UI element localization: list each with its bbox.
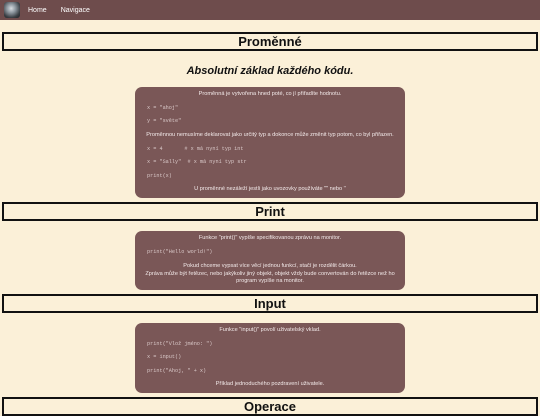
variables-code-2: y = "světe" [147,118,182,125]
variables-subtitle: Absolutní základ každého kódu. [186,65,354,77]
variables-code-3: x = 4 # x má nyní typ int [147,145,244,152]
print-card [135,231,405,289]
input-text-2: Příklad jednoduchého pozdravení uživatele. [215,381,325,388]
section-header-operations: Operace [2,397,538,416]
input-card [135,323,405,393]
section-header-variables: Proměnné [2,32,538,51]
variables-code-1: x = "ahoj" [147,104,179,111]
input-code-1: print("Vlož jméno: ") [147,340,213,347]
print-text-1: Funkce "print()" vypíše specifikovanou zprávu na monitor. [198,235,342,242]
print-text-2: Pokud chceme vypsat více věcí jednou funkcí, stačí je rozdělit čárkou. [183,262,357,269]
nav-home-link[interactable]: Home [28,6,47,14]
variables-text-1: Proměnná je vytvořena hned poté, co jí přiřadíte hodnotu. [198,91,342,97]
section-header-print: Print [2,202,538,221]
input-text-1: Funkce "input()" povolí uživatelský vklad. [219,326,321,333]
variables-code-5: print(x) [147,172,172,179]
variables-text-3: U proměnné nezáleží jestli jako uvozovky používáte "" nebo '' [194,186,346,193]
nav-navigation-link[interactable]: Navigace [60,6,90,14]
variables-code-4: x = "Sally" # x má nyní typ str [147,159,247,166]
site-logo[interactable] [4,2,20,18]
print-code-1: print("Hello world!") [147,249,213,256]
print-text-3: Zpráva může být řetězec, nebo jakýkoliv jiný objekt, objekt vždy bude convertován do řetězce než ho program vypíše na monitor. [145,270,395,284]
input-code-3: print("Ahoj, " + x) [147,367,207,374]
input-code-2: x = input() [147,354,182,361]
section-header-input: Input [2,294,538,313]
variables-text-2: Proměnnou nemusíme deklarovat jako určitý typ a dokonce může změnit typ potom, co byl přiřazen. [146,131,394,138]
variables-card [135,87,405,198]
top-navbar [0,0,540,20]
